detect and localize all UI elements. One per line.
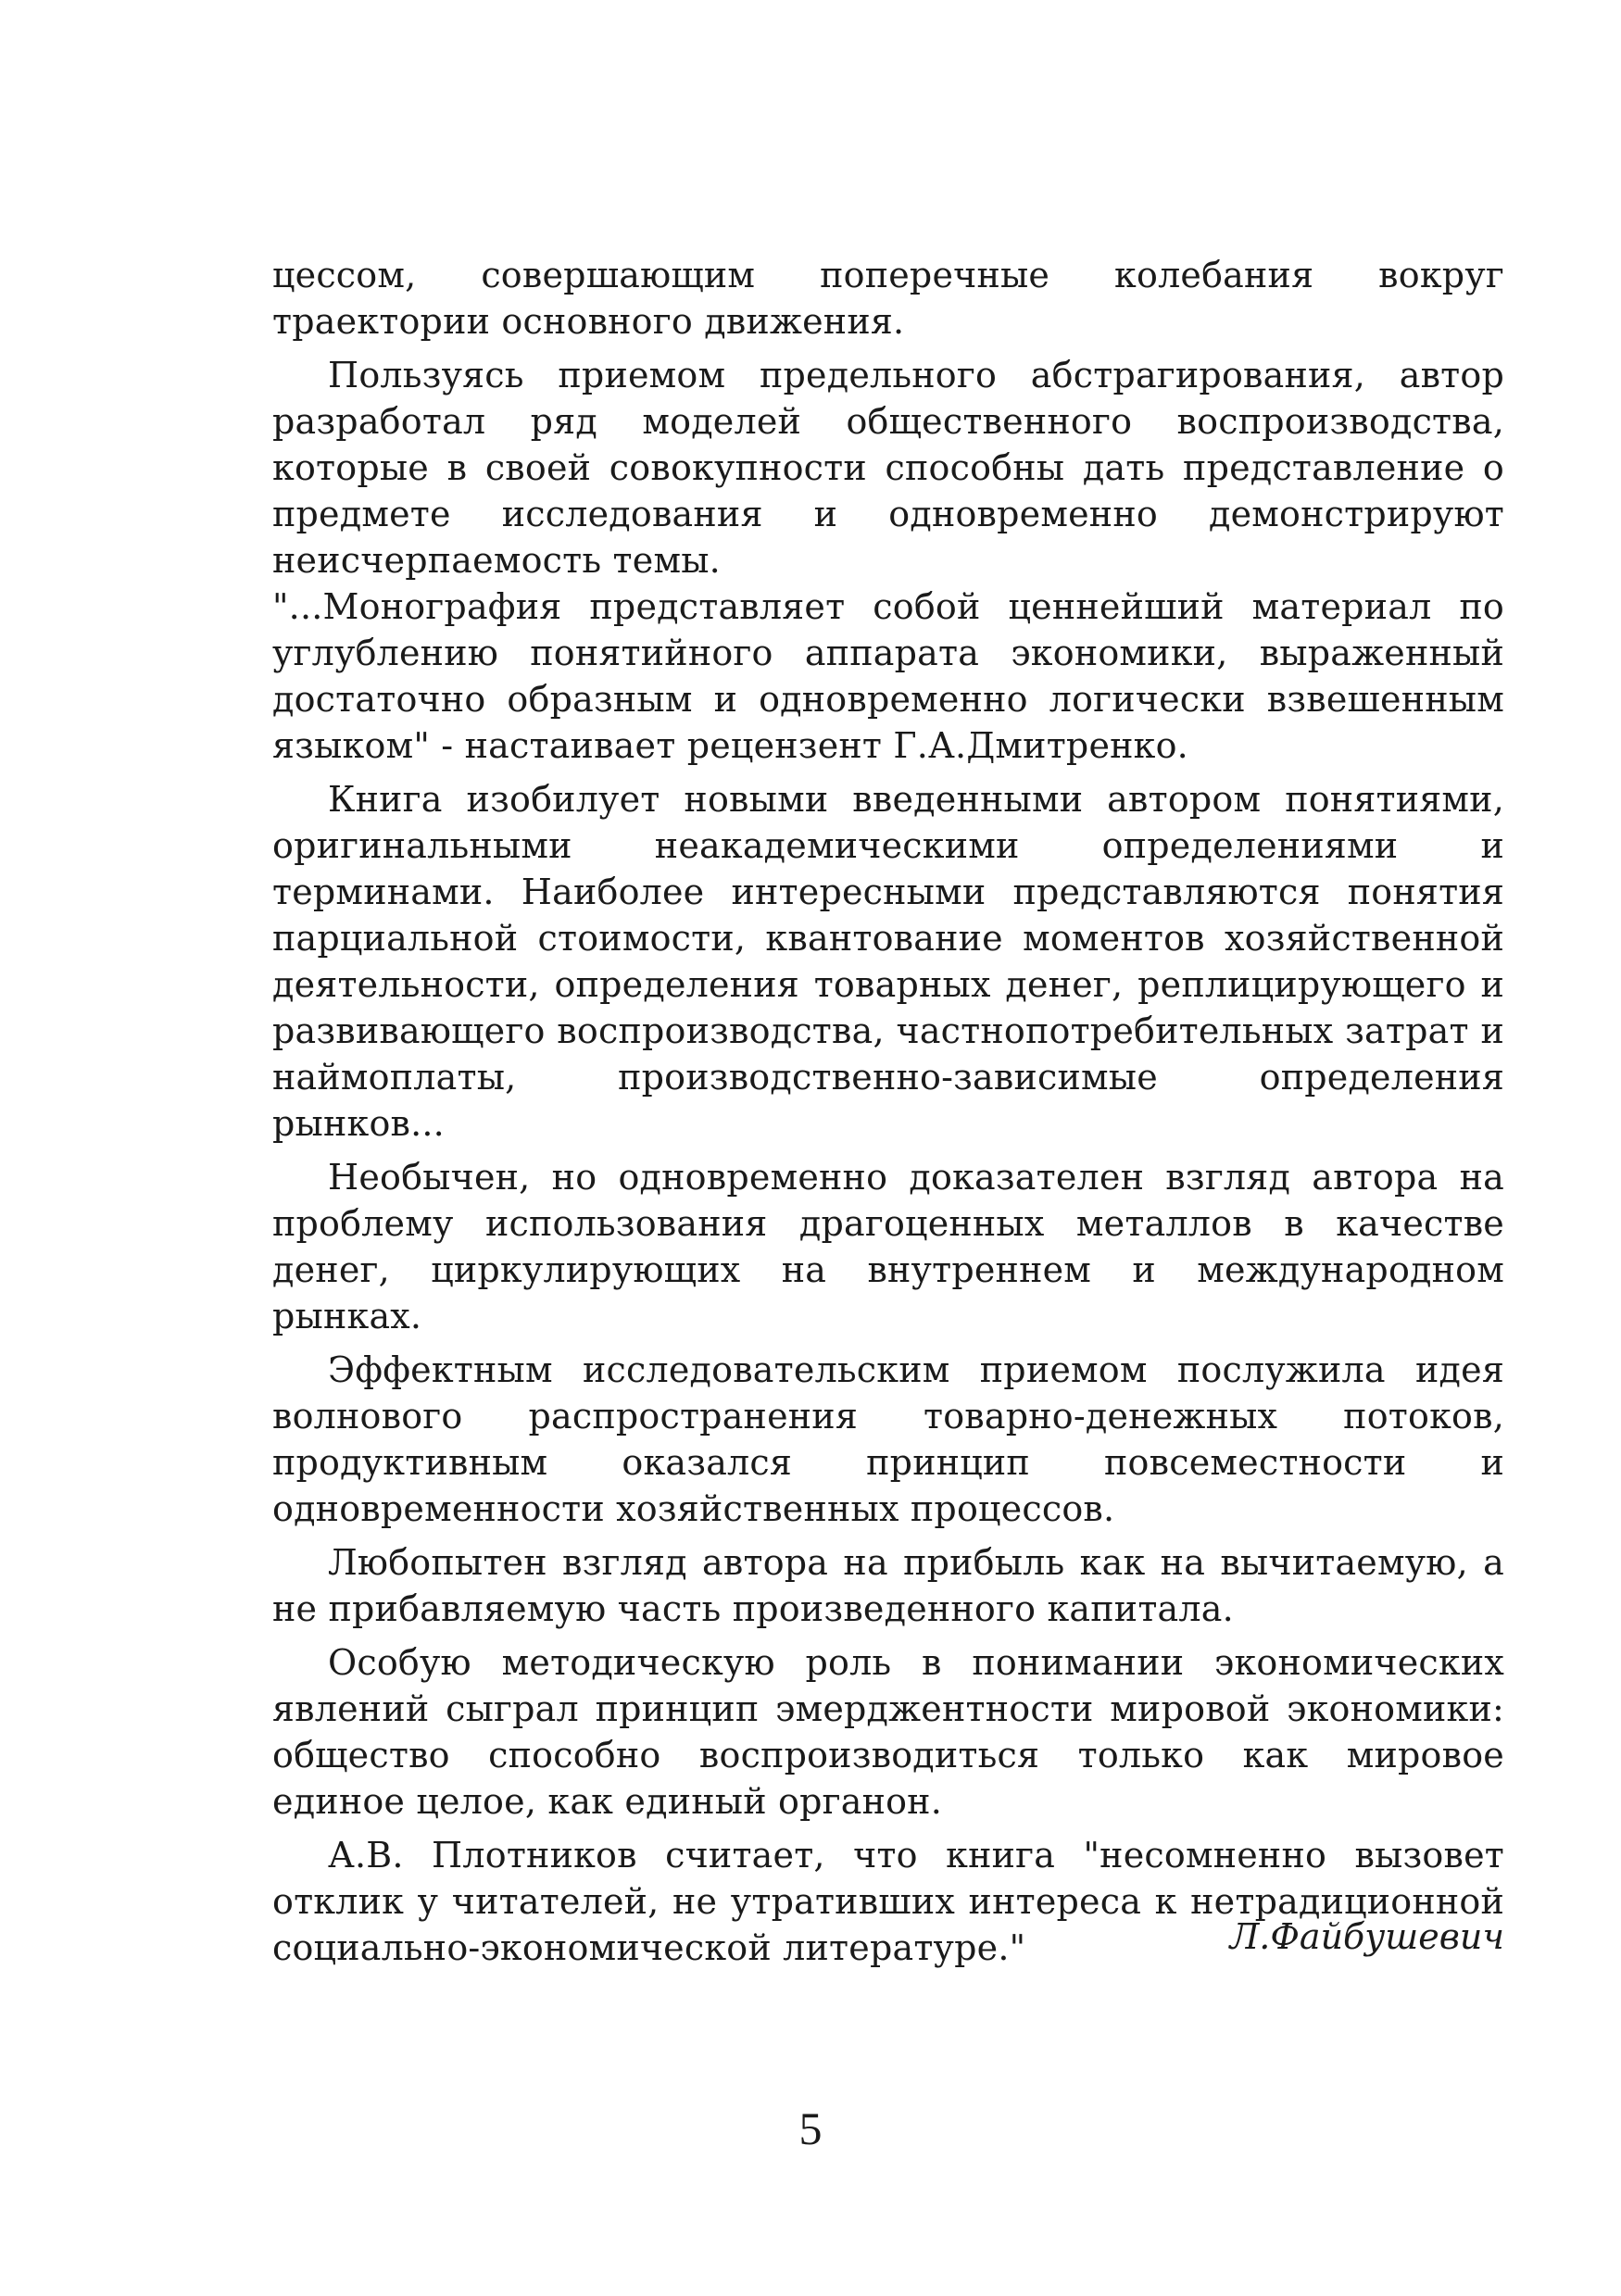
paragraph-reviewer-quote: "...Монография представляет собой ценнейший материал по углублению понятийного аппарата экономики, выраженный достаточно образным и одновременно логически взвешенным языком" - настаивает рецензент Г.А.Дмитренко.	[272, 586, 1504, 766]
paragraph-wave-distribution: Эффектным исследовательским приемом послужила идея волнового распространения товарно-денежных потоков, продуктивным оказался принцип повсеместности и одновременности хозяйственных процессов.	[272, 1349, 1504, 1529]
author-signature: Л.Файбушевич	[1229, 1916, 1504, 1957]
paragraph-continuation: цессом, совершающим поперечные колебания вокруг траектории основного движения.	[272, 255, 1504, 342]
paragraph-new-concepts: Книга изобилует новыми введенными автором понятиями, оригинальными неакадемическими определениями и терминами. Наиболее интересными представляются понятия парциальной стоимости, квантование моментов хозяйственной деятельности, определения товарных денег, реплицирующего и развивающего воспроизводства, частнопотребительных затрат и наймоплаты, производственно-зависимые определения рынков...	[272, 779, 1504, 1144]
page-body	[272, 252, 1504, 1971]
paragraph-abstraction-method: Пользуясь приемом предельного абстрагирования, автор разработал ряд моделей общественного воспроизводства, которые в своей совокупности способны дать представление о предмете исследования и одновременно демонстрируют неисчерпаемость темы.	[272, 355, 1504, 581]
paragraph-precious-metals: Необычен, но одновременно доказателен взгляд автора на проблему использования драгоценных металлов в качестве денег, циркулирующих на внутреннем и международном рынках.	[272, 1157, 1504, 1336]
paragraph-emergence-principle: Особую методическую роль в понимании экономических явлений сыграл принцип эмерджентности мировой экономики: общество способно воспроизводиться только как мировое единое целое, как единый органон.	[272, 1642, 1504, 1822]
paragraph-plotnikov-quote: А.В. Плотников считает, что книга "несомненно вызовет отклик у читателей, не утративших интереса к нетрадиционной социально-экономической литературе."	[272, 1835, 1504, 1968]
paragraph-profit-view: Любопытен взгляд автора на прибыль как на вычитаемую, а не прибавляемую часть произведенного капитала.	[272, 1542, 1504, 1629]
page-number: 5	[798, 2102, 823, 2154]
